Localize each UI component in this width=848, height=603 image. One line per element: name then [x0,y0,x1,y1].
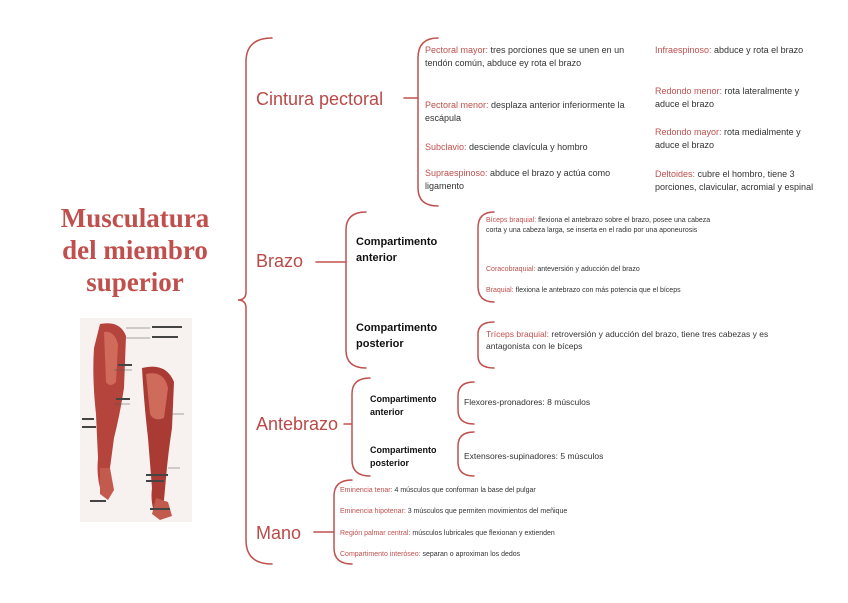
antebrazo-anterior-label: Compartimento anterior [370,394,437,417]
muscle-desc: rota lateralmente y aduce el brazo [655,86,800,109]
title-line-2: del miembro [62,235,208,265]
muscle-term: Coracobraquial: [486,266,536,273]
muscle-desc: tres porciones que se unen en un tendón común, abduce ey rota el brazo [425,45,625,68]
cintura-item [655,85,815,111]
muscle-desc: abduce el brazo y actúa como ligamento [425,168,611,191]
title-line-3: superior [86,267,184,297]
muscle-term: Redondo mayor: [655,127,722,137]
muscle-desc: rota medialmente y aduce el brazo [655,127,801,150]
muscle-desc: 3 músculos que permiten movimientos del meñique [405,508,568,515]
brazo-anterior-item [486,216,726,236]
branch-brazo-label: Brazo [256,251,304,271]
mano-item [340,507,640,517]
muscle-desc: flexiona el antebrazo sobre el brazo, posee una cabeza corta y una cabeza larga, se inserta en el radio por una aponeurosis [486,217,711,234]
muscle-desc: anteversión y aducción del brazo [535,266,640,273]
brazo-posterior-label: Compartimento posterior [356,322,438,350]
cintura-item [425,141,639,154]
brazo-anterior-item [486,286,736,296]
muscle-term: Tríceps braquial: [486,329,549,339]
muscle-term: Bíceps braquial: [486,217,537,224]
cintura-item [425,167,639,193]
muscle-desc: separan o aproximan los dedos [420,551,521,558]
muscle-desc: flexiona le antebrazo con más potencia que el bíceps [513,287,681,294]
brazo-posterior-item [486,328,776,352]
muscle-desc: desciende clavícula y hombro [466,142,588,152]
muscle-term: Compartimento interóseo: [340,551,421,558]
muscle-term: Braquial: [486,287,514,294]
brazo-anterior-label: Compartimento anterior [356,236,438,264]
muscle-term: Subclavio: [425,142,467,152]
cintura-item [655,168,825,194]
mano-item [340,529,640,539]
muscle-desc: retroversión y aducción del brazo, tiene tres cabezas y es antagonista con le bíceps [486,329,769,351]
muscle-term: Región palmar central: [340,530,411,537]
main-bracket [238,38,272,564]
cintura-item [425,99,639,125]
antebrazo-posterior-label: Compartimento posterior [370,445,437,468]
antebrazo-bracket [352,378,370,476]
muscle-desc: desplaza anterior inferiormente la escápula [425,100,625,123]
branch-antebrazo-label: Antebrazo [256,414,339,434]
cintura-item [655,126,815,152]
branch-mano-label: Mano [256,523,302,543]
muscle-term: Eminencia hipotenar: [340,508,406,515]
muscle-term: Supraespinoso: [425,168,488,178]
muscle-term: Pectoral mayor: [425,45,489,55]
mano-item [340,550,640,560]
cintura-item [425,44,639,70]
mano-item [340,486,640,496]
title-line-1: Musculatura [60,203,210,233]
diagram-title [30,202,240,298]
brazo-anterior-item [486,265,726,275]
muscle-term: Deltoides: [655,169,696,179]
antebrazo-anterior-desc: Flexores-pronadores: 8 músculos [464,397,591,407]
cintura-item [655,44,823,57]
muscle-desc: abduce y rota el brazo [711,45,804,55]
branch-cintura-label: Cintura pectoral [256,89,384,109]
muscle-term: Infraespinoso: [655,45,712,55]
muscle-term: Pectoral menor: [425,100,489,110]
muscle-desc: músculos lubricales que flexionan y extienden [410,530,555,537]
arm-muscle-anatomy-illustration-icon [80,318,192,522]
muscle-desc: cubre el hombro, tiene 3 porciones, clavicular, acromial y espinal [655,169,814,192]
muscle-term: Redondo menor: [655,86,723,96]
muscle-term: Eminencia tenar: [340,487,393,494]
muscle-desc: 4 músculos que conforman la base del pulgar [392,487,536,494]
antebrazo-posterior-desc: Extensores-supinadores: 5 músculos [464,451,604,461]
